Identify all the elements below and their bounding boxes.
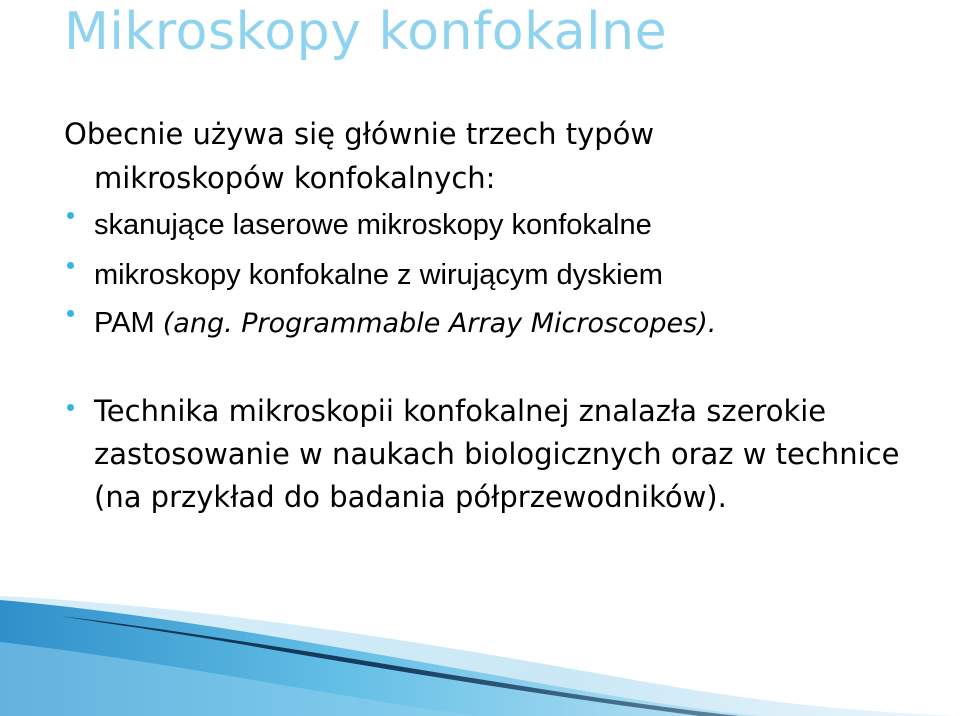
list-item bbox=[64, 200, 944, 250]
bullet-icon bbox=[64, 250, 86, 272]
list-item bbox=[64, 390, 944, 519]
list-item bbox=[64, 298, 944, 349]
bullet-icon bbox=[64, 298, 86, 320]
bullet-icon bbox=[64, 390, 86, 412]
list-item bbox=[64, 250, 944, 300]
intro-line-2: mikroskopów konfokalnych: bbox=[94, 161, 496, 195]
bullet-text: mikroskopy konfokalne z wirującym dyskiem bbox=[94, 259, 663, 291]
technique-text: Technika mikroskopii konfokalnej znalazła szerokie zastosowanie w naukach biologicznych oraz w technice (na przykład do badania półprzewodników). bbox=[94, 394, 900, 514]
intro-line-1: Obecnie używa się głównie trzech typów bbox=[64, 117, 655, 151]
slide-title: Mikroskopy konfokalne bbox=[64, 2, 668, 62]
bullet-icon bbox=[64, 200, 86, 222]
bullet-italic-text: (ang. Programmable Array Microscopes). bbox=[162, 308, 717, 339]
decorative-wave-graphic bbox=[0, 586, 960, 716]
intro-text bbox=[64, 112, 924, 200]
bullet-text: skanujące laserowe mikroskopy konfokalne bbox=[94, 209, 652, 241]
bullet-text-wrapper bbox=[64, 298, 944, 349]
bullet-text: PAM bbox=[94, 307, 155, 339]
